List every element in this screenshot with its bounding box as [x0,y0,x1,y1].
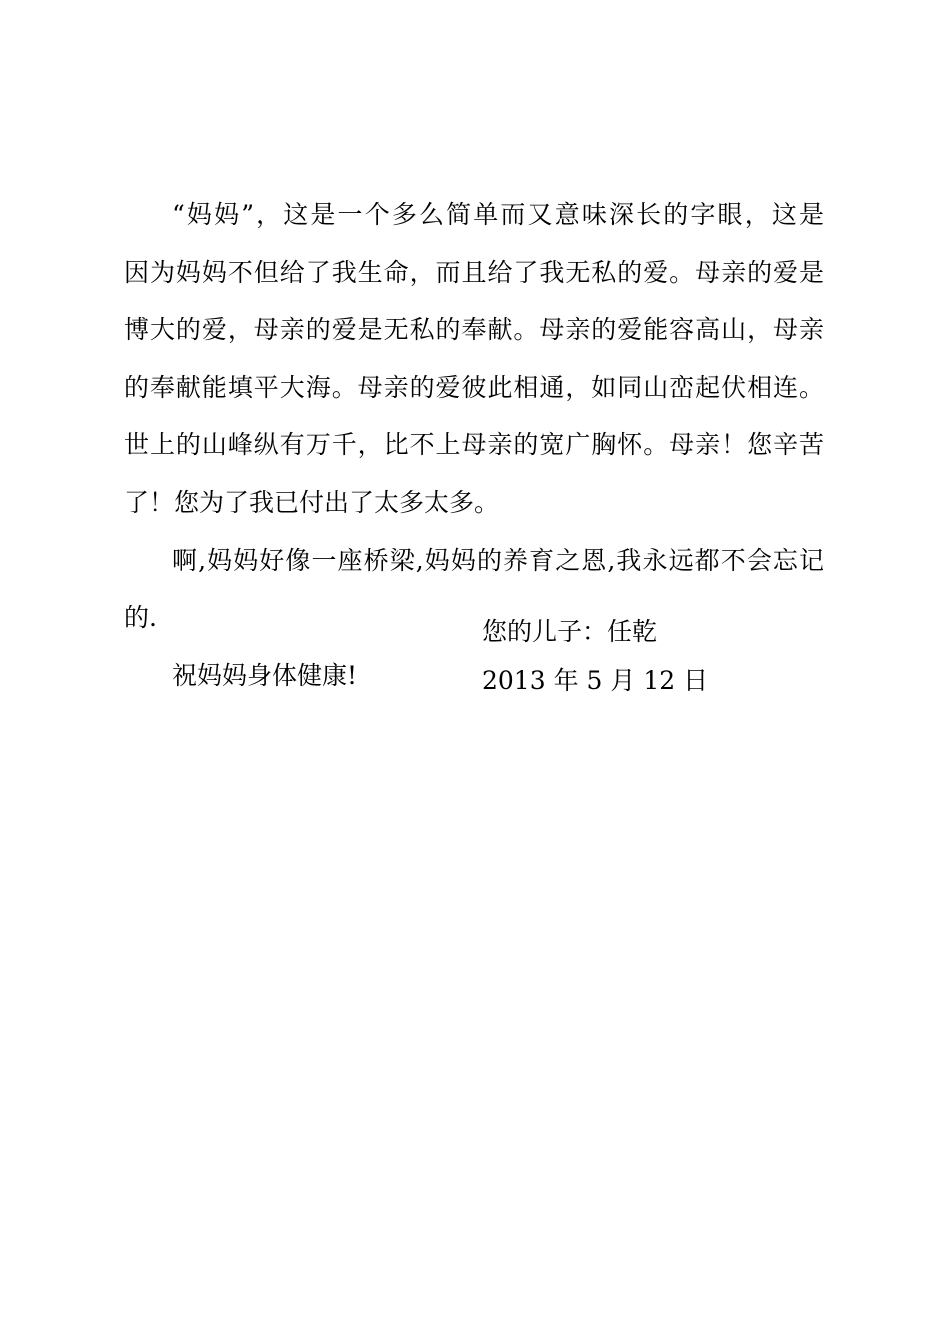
paragraph-1-line-2: 因为妈妈不但给了我生命，而且给了我无私的爱。母亲的爱是 [124,257,824,287]
letter-date: 2013 年 5 月 12 日 [482,666,709,695]
paragraph-2-line-2: 的. [124,603,157,633]
paragraph-1-line-4: 的奉献能填平大海。母亲的爱彼此相通，如同山峦起伏相连。 [124,372,824,402]
paragraph-1-line-3: 博大的爱，母亲的爱是无私的奉献。母亲的爱能容高山，母亲 [124,315,824,345]
signature-block [482,607,708,705]
letter-body [124,186,824,704]
closing-wish: 祝妈妈身体健康! [172,660,358,690]
paragraph-1-line-5: 世上的山峰纵有万千，比不上母亲的宽广胸怀。母亲！您辛苦 [124,430,824,460]
sender-signature: 您的儿子：任乾 [482,617,658,646]
paragraph-2-line-1: 啊,妈妈好像一座桥梁,妈妈的养育之恩,我永远都不会忘记 [172,545,824,575]
paragraph-1-line-1: “妈妈”，这是一个多么简单而又意味深长的字眼，这是 [172,200,824,229]
paragraph-1-line-6: 了！您为了我已付出了太多太多。 [124,487,500,517]
